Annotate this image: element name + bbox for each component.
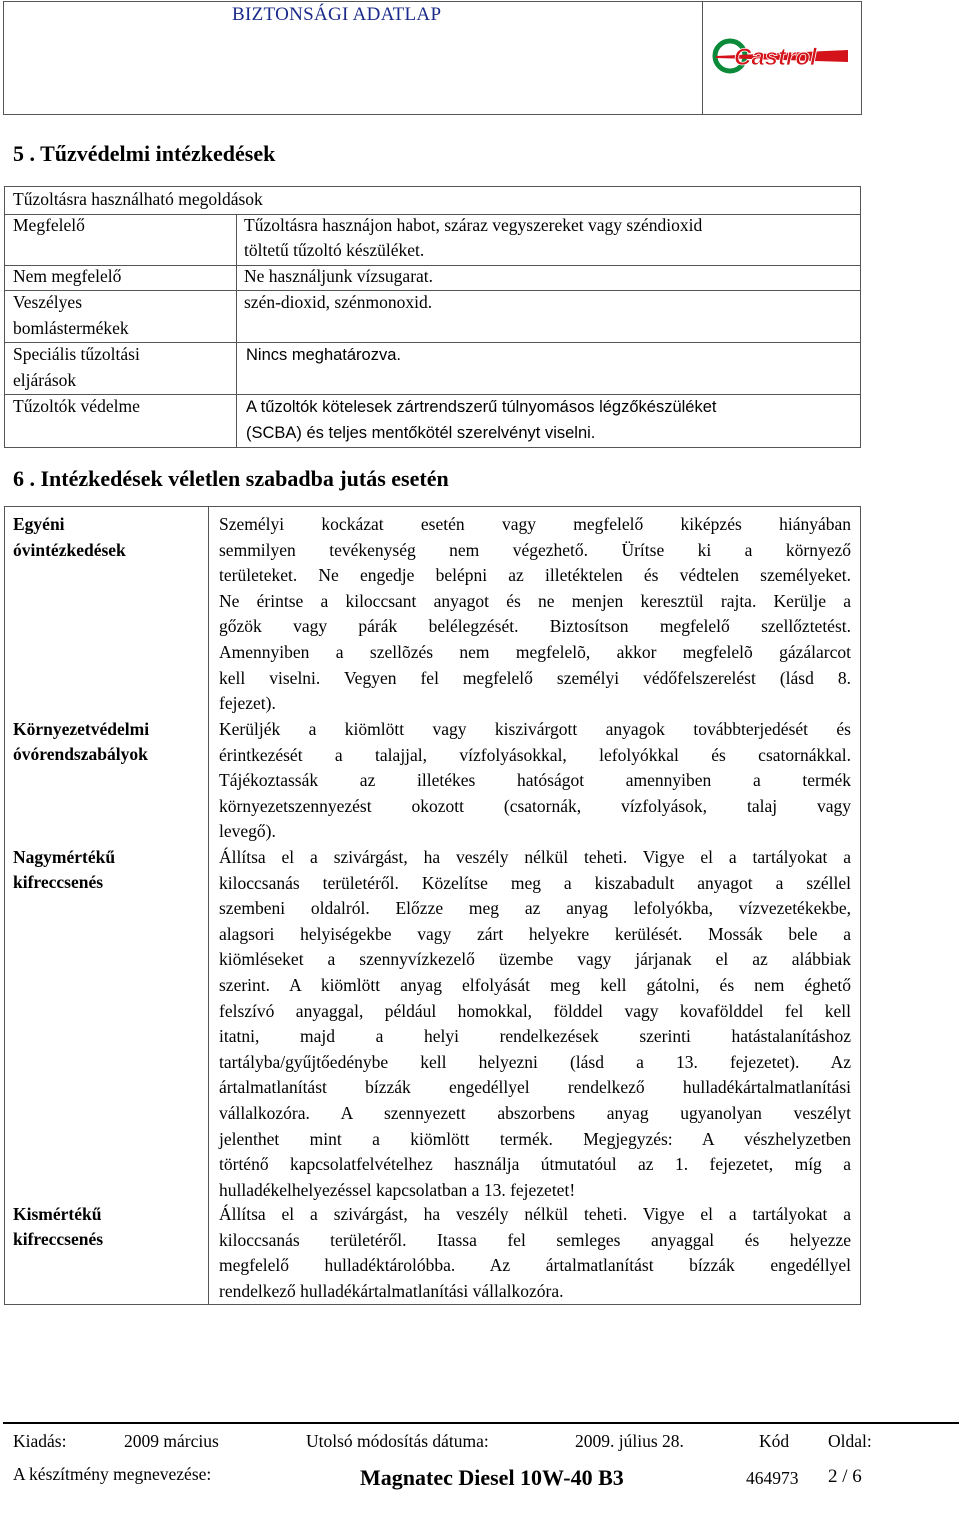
product-name: Magnatec Diesel 10W-40 B3 [360,1465,624,1490]
column-divider [236,214,237,447]
label-egyeni-2: óvintézkedések [13,540,126,560]
product-code: 464973 [746,1468,799,1488]
paragraph-line: Állítsa el a szivárgást, ha veszély nélkül teheti. Vigye el a tartályokat a [219,847,851,867]
paragraph-line: semmilyen tevékenység nem végezhető. Ürítse ki a környező [219,539,851,560]
value-nem-megfelelo: Ne használjunk vízsugarat. [244,266,434,286]
paragraph-line: hulladékelhelyezéssel kapcsolatban a 13. fejezetet! [219,1179,576,1200]
column-divider [208,507,209,1304]
document-title: BIZTONSÁGI ADATLAP [232,4,442,25]
oldal-label: Oldal: [828,1431,872,1451]
kod-label: Kód [759,1431,790,1451]
paragraph-line: fejezet). [219,693,276,714]
paragraph-line: szerint. A kiömlött anyag elfolyását meg kell gátolni, és nem éghető [219,974,851,995]
section5-title: 5 . Tűzvédelmi intézkedések [13,141,276,166]
paragraph-line: itatni, majd a helyi rendelkezések szerinti hatástalanításhoz [219,1026,851,1047]
row-line [5,290,860,291]
modositas-value: 2009. július 28. [575,1431,684,1451]
label-kismerteku-2: kifreccsenés [13,1229,104,1249]
value-tuzoltok-1: A tűzoltók kötelesek zártrendszerű túlnyomásos légzőkészüléket [246,398,717,416]
paragraph-line: területeket. Ne engedje belépni az illetéktelen és védtelen személyeket. [219,565,851,586]
paragraph-nagymerteku [219,845,851,1203]
value-veszelyes: szén-dioxid, szénmonoxid. [244,292,433,312]
paragraph-line: vállalkozóra. A szennyezett abszorbens anyag ugyanolyan veszélyt [219,1102,851,1123]
paragraph-line: ártalmatlanítást bízzák engedéllyel rendelkező hulladékártalmatlanítási [219,1077,851,1098]
paragraph-line: Személyi kockázat esetén vagy megfelelő kiképzés hiányában [219,514,851,534]
paragraph-line: kiloccsanás területéről. Itassa fel semleges anyaggal és helyezze [219,1229,851,1250]
label-nagymerteku-2: kifreccsenés [13,872,104,892]
paragraph-line: alagsori helyiségekbe vagy zárt helyekre kerülését. Mossák bele a [219,923,851,944]
product-label: A készítmény megnevezése: [13,1464,212,1484]
label-megfelelo: Megfelelő [13,215,85,235]
label-kornyezet-1: Környezetvédelmi [13,719,150,739]
modositas-label: Utolsó módosítás dátuma: [306,1431,489,1451]
footer-rule [3,1422,959,1424]
paragraph-line: történő kapcsolatfelvételhez használja útmutatóul az 1. fejezetet, míg a [219,1154,851,1175]
paragraph-line: Állítsa el a szivárgást, ha veszély nélkül teheti. Vigye el a tartályokat a [219,1204,851,1224]
label-kornyezet-2: óvórendszabályok [13,744,148,764]
label-veszelyes-2: bomlástermékek [13,318,129,338]
value-tuzoltok-2: (SCBA) és teljes mentőkötél szerelvényt viselni. [246,424,596,442]
paragraph-line: Kerüljék a kiömlött vagy kiszivárgott anyagok továbbterjedését és [219,719,851,739]
paragraph-line: gőzök vagy párák belélegzését. Biztosítson megfelelő szellőztetést. [219,616,851,637]
paragraph-line: Ne érintse a kiloccsant anyagot és ne menjen keresztül rajta. Kerülje a [219,590,851,611]
paragraph-line: kiloccsanás területéről. Közelítse meg a kiszabadult anyagot a széllel [219,872,851,893]
paragraph-line: rendelkező hulladékártalmatlanítási vállalkozóra. [219,1280,564,1301]
paragraph-line: érintkezését a talajjal, vízfolyásokkal, lefolyókkal és csatornákkal. [219,744,851,765]
label-specialis-1: Speciális tűzoltási [13,344,140,364]
label-egyeni-1: Egyéni [13,514,65,534]
paragraph-line: megfelelő hulladéktárolóbba. Az ártalmatlanítást bízzák engedéllyel [219,1255,851,1276]
label-kismerteku-1: Kismértékű [13,1204,102,1224]
label-veszelyes-1: Veszélyes [13,292,83,312]
paragraph-line: Tájékoztassák az illetékes hatóságot amennyiben a termék [219,770,851,791]
label-nem-megfelelo: Nem megfelelő [13,266,122,286]
value-megfelelo-1: Tűzoltásra hasznájon habot, száraz vegyszereket vagy széndioxid [244,215,703,235]
paragraph-line: levegő). [219,821,276,842]
paragraph-line: kiömléseket a szennyvízkezelő üzembe vagy járjanak el az alábbiak [219,949,851,970]
paragraph-line: felszívó anyaggal, például homokkal, földdel vagy kovafölddel fel kell [219,1000,851,1021]
paragraph-kismerteku [219,1202,851,1304]
paragraph-line: jelenthet mint a kiömlött termék. Megjegyzés: A vészhelyzetben [219,1128,851,1149]
paragraph-kornyezet [219,717,851,845]
value-specialis: Nincs meghatározva. [246,346,401,364]
castrol-logo [712,36,852,76]
paragraph-line: szembeni oldalról. Előzze meg az anyag lefolyókba, vízvezetékekbe, [219,898,851,919]
paragraph-line: tartályba/gyűjtőedénybe kell helyezni (lásd a 13. fejezetet). Az [219,1051,851,1072]
kiadas-value: 2009 március [124,1431,219,1451]
page-number: 2 / 6 [828,1466,862,1487]
section6-title: 6 . Intézkedések véletlen szabadba jutás esetén [13,466,449,491]
paragraph-line: kell viselni. Vegyen fel megfelelő személyi védőfelszerelést (lásd 8. [219,667,851,688]
paragraph-egyeni [219,512,851,717]
logo-text: Castrol [734,44,817,71]
value-megfelelo-2: töltetű tűzoltó készüléket. [244,240,425,260]
label-specialis-2: eljárások [13,370,77,390]
paragraph-line: Amennyiben a szellõzés nem megfelelõ, akkor megfelelõ gázálarcot [219,641,851,662]
paragraph-line: környezetszennyezést okozott (csatornák, vízfolyások, talaj vagy [219,795,851,816]
label-nagymerteku-1: Nagymértékű [13,847,116,867]
header-divider [702,1,703,114]
fire-subtitle: Tűzoltásra használható megoldások [13,189,263,209]
kiadas-label: Kiadás: [13,1431,67,1451]
label-tuzoltok: Tűzoltók védelme [13,396,140,416]
